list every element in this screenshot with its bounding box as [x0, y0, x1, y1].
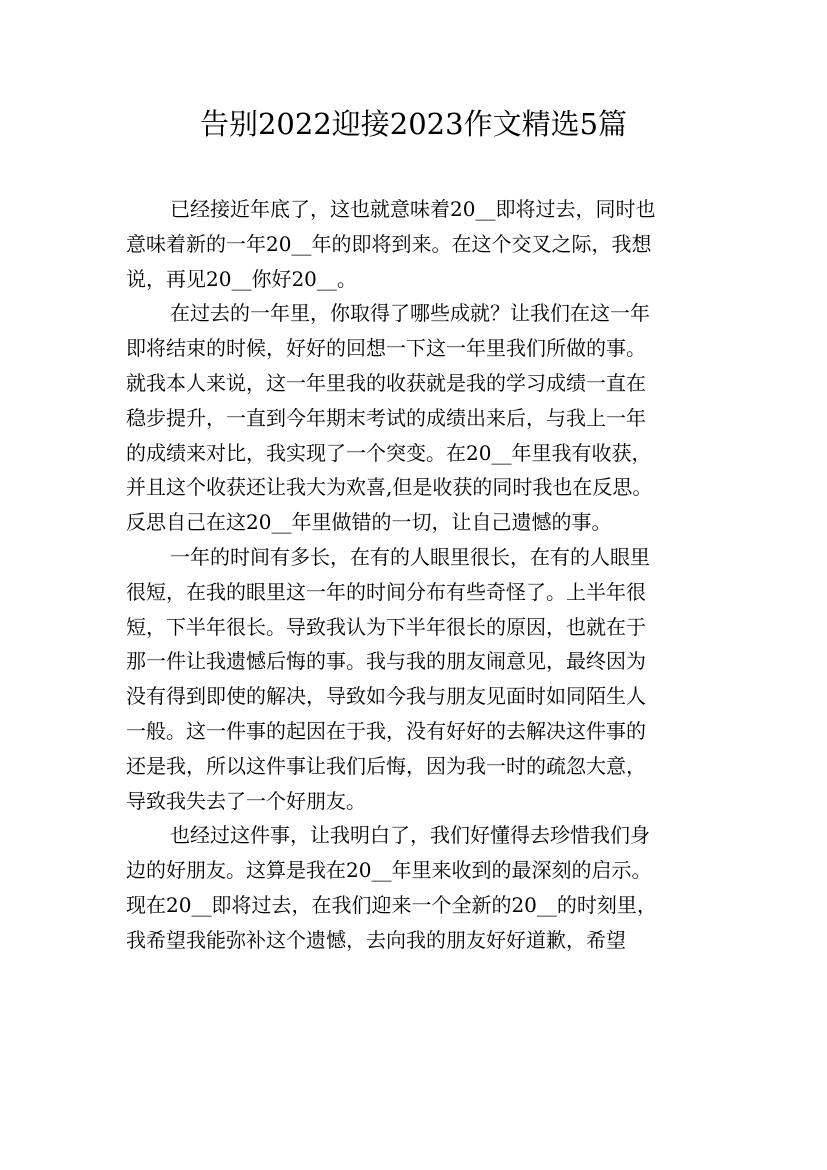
text-line: 反思自己在这20__年里做错的一切，让自己遗憾的事。 — [126, 510, 612, 535]
text-line: 没有得到即使的解决，导致如今我与朋友见面时如同陌生人 — [126, 684, 646, 709]
document-title: 告别2022迎接2023作文精选5篇 — [199, 107, 628, 141]
text-line: 并且这个收获还让我大为欢喜,但是收获的同时我也在反思。 — [126, 475, 653, 500]
text-line: 一般。这一件事的起因在于我，没有好好的去解决这件事的 — [126, 718, 646, 743]
text-line: 现在20__即将过去，在我们迎来一个全新的20__的时刻里， — [126, 892, 657, 917]
text-line: 导致我失去了一个好朋友。 — [126, 788, 366, 813]
document-body — [126, 192, 716, 958]
text-line: 意味着新的一年20__年的即将到来。在这个交叉之际，我想 — [126, 231, 652, 256]
text-line: 一年的时间有多长，在有的人眼里很长，在有的人眼里 — [170, 544, 650, 569]
text-line: 在过去的一年里，你取得了哪些成就？让我们在这一年 — [170, 301, 650, 326]
text-line: 那一件让我遗憾后悔的事。我与我的朋友闹意见，最终因为 — [126, 649, 646, 674]
text-line: 很短，在我的眼里这一年的时间分布有些奇怪了。上半年很 — [126, 579, 646, 604]
text-line: 我希望我能弥补这个遗憾，去向我的朋友好好道歉，希望 — [126, 927, 626, 952]
text-line: 也经过这件事，让我明白了，我们好懂得去珍惜我们身 — [170, 823, 650, 848]
text-line: 还是我，所以这件事让我们后悔，因为我一时的疏忽大意， — [126, 753, 646, 778]
text-line: 已经接近年底了，这也就意味着20__即将过去，同时也 — [170, 197, 656, 221]
text-line: 短，下半年很长。导致我认为下半年很长的原因，也就在于 — [126, 614, 646, 639]
text-line: 的成绩来对比，我实现了一个突变。在20__年里我有收获， — [126, 440, 652, 465]
text-line: 说，再见20__你好20__。 — [126, 266, 357, 291]
text-line: 即将结束的时候，好好的回想一下这一年里我们所做的事。 — [126, 336, 646, 361]
text-line: 就我本人来说，这一年里我的收获就是我的学习成绩一直在 — [126, 370, 646, 395]
text-line: 稳步提升，一直到今年期末考试的成绩出来后，与我上一年 — [126, 405, 646, 430]
text-line: 边的好朋友。这算是我在20__年里来收到的最深刻的启示。 — [126, 858, 652, 883]
